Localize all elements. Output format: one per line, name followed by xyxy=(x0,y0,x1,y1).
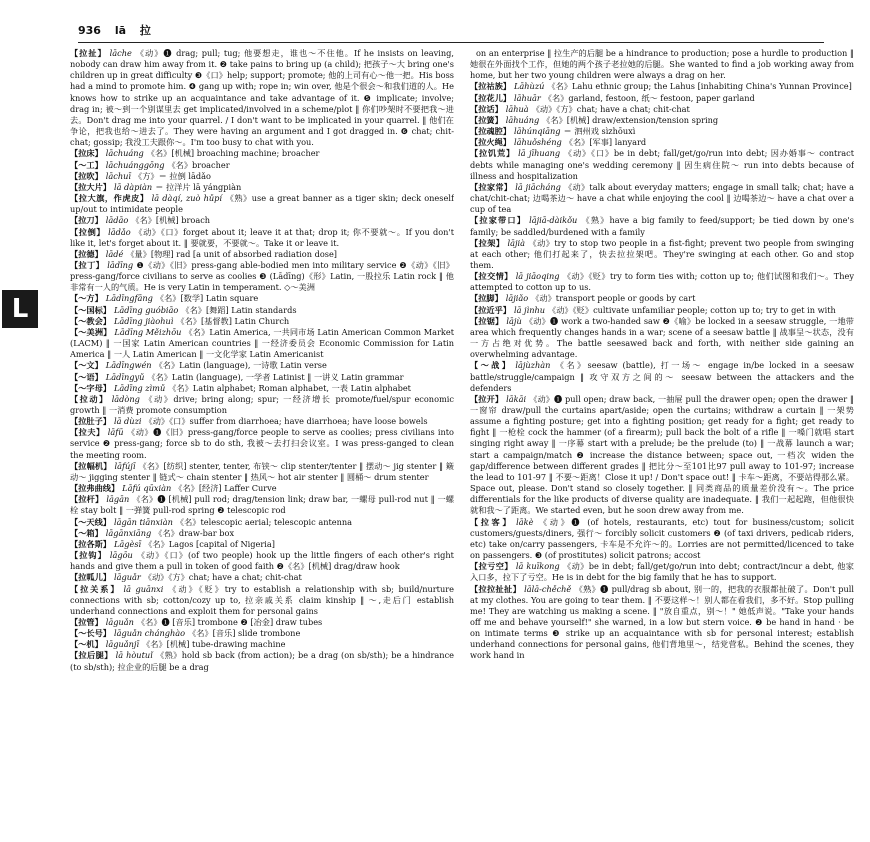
entry-pinyin: lā jīhuang xyxy=(518,148,561,159)
dictionary-entry xyxy=(470,360,854,393)
entry-definition: 《动》❶《旧》press-gang/force people to serve as coolies; press civilians into service ❷ press-gang; force sb to do sth, 我被～去打扫会议室。I was press-ganged to clean the meeting room. xyxy=(70,427,454,460)
entry-definition: 《动》《方》chat; have a chat; chit-chat xyxy=(143,572,302,583)
entry-headword: 【拉脚】 xyxy=(470,293,503,304)
dictionary-entry xyxy=(470,215,854,237)
entry-pinyin: Lādīng zìmǔ xyxy=(113,382,166,393)
entry-pinyin: lāfū xyxy=(107,427,124,438)
entry-pinyin: lājù xyxy=(506,315,522,326)
dictionary-entry xyxy=(70,483,454,494)
dictionary-entry xyxy=(470,238,854,271)
dictionary-entry xyxy=(470,48,854,81)
entry-definition: 《名》Latin (language), 一诗歌 Latin verse xyxy=(154,360,327,371)
entry-pinyin: lāchuánggōng xyxy=(105,159,165,170)
entry-pinyin: lāhúnqiāng xyxy=(513,126,561,137)
entry-definition: 《熟》have a big family to feed/support; be tied down by one's family; be saddled/burdened with a family xyxy=(470,215,854,237)
dictionary-entry xyxy=(70,316,454,327)
entry-definition: 《名》[数学] Latin square xyxy=(155,293,259,304)
entry-definition: 《动》try to stop two people in a fist-fight; prevent two people from swinging at each other; 他们打起来了，快去拉拉架吧。They're swinging at each other. Go and stop them. xyxy=(470,237,854,270)
dictionary-entry xyxy=(70,416,454,427)
dictionary-entry xyxy=(70,360,454,371)
dictionary-entry xyxy=(470,517,854,562)
entry-headword: 【～战】 xyxy=(470,360,513,371)
entry-definition: 《名》[基督教] Latin Church xyxy=(176,315,290,326)
entry-headword: 【拉祜族】 xyxy=(470,81,511,92)
entry-definition: 《动》❶ (of hotels, restaurants, etc) tout for business/custom; solicit customers/guests/diners, 强行～ forcibly solicit customers ❷ (of taxi drivers, pedicab riders, etc) take on/carry passengers, 卡车是不允许～的。Lorries are not permitted/licenced to take on passengers. ❸ (of prostitutes) solicit patrons; accost xyxy=(470,516,854,561)
entry-pinyin: lāhuǒshéng xyxy=(513,137,562,148)
entry-headword: 【拉吹】 xyxy=(70,170,103,181)
dictionary-entry xyxy=(70,148,454,159)
entry-definition: 《动》《贬》try to form ties with; cotton up to; 他们试图和我们～。They attempted to cotton up to us. xyxy=(470,271,854,293)
dictionary-entry xyxy=(70,539,454,550)
entry-definition: 《名》garland, festoon, 纸～ festoon, paper garland xyxy=(543,92,755,103)
entry-pinyin: lājùzhàn xyxy=(515,360,551,371)
entry-definition: 《名》telescopic aerial; telescopic antenna xyxy=(175,516,353,527)
entry-headword: 【拉近乎】 xyxy=(470,304,511,315)
entry-pinyin: lālā-chěchě xyxy=(524,583,572,594)
entry-headword: 【拉丁】 xyxy=(70,259,105,270)
entry-definition: 《名》Latin alphabet; Roman alphabet, 一表 Latin alphabet xyxy=(168,382,411,393)
dictionary-entry xyxy=(70,639,454,650)
guide-pinyin: lā xyxy=(114,24,127,37)
entry-definition: 《量》[物理] rad [a unit of absorbed radiation dose] xyxy=(126,248,337,259)
dictionary-entry xyxy=(470,394,854,517)
entry-pinyin: Lāgèsī xyxy=(113,538,142,549)
entry-headword: 【拉大片】 xyxy=(70,181,111,192)
dictionary-entry xyxy=(70,572,454,583)
entry-headword: 【拉肚子】 xyxy=(70,416,111,427)
entry-pinyin: lādāo xyxy=(105,215,129,226)
page-number: 936 xyxy=(78,24,101,37)
thumb-index-tab: L xyxy=(2,290,38,328)
entry-definition: 《动》transport people or goods by cart xyxy=(531,293,696,304)
entry-definition: ＝ 拉洋片 lā yángpiàn xyxy=(155,181,242,192)
entry-definition: 《名》seesaw (battle), 打一场～ engage in/be locked in a seesaw battle/struggle/campaign ‖ 攻守双方之间的～ seesaw between the attackers and the defenders xyxy=(470,360,854,393)
dictionary-entry xyxy=(470,81,854,92)
entry-headword: 【拉架】 xyxy=(470,237,505,248)
entry-definition: ❶《动》《旧》press-gang able-bodied men into military service ❷《动》《旧》press-gang/force civilians to serve as coolies ❸ (Lādīng)《形》Latin, 一股拉乐 Latin rock ‖ 他非常有一人的气质。He is very Latin in temperament. ◇～美洲 xyxy=(70,259,454,293)
entry-pinyin: lāgān tiānxiàn xyxy=(113,516,173,527)
dictionary-entry xyxy=(470,584,854,662)
entry-pinyin: lā jiāoqing xyxy=(515,271,560,282)
entry-headword: 【拉大旗，作虎皮】 xyxy=(70,193,149,204)
entry-headword: 【拉开】 xyxy=(470,393,504,404)
entry-headword: 【拉德】 xyxy=(70,248,103,259)
entry-definition: 《名》Latin (language), 一学者 Latinist ‖ 一讲义 Latin grammar xyxy=(147,371,404,382)
dictionary-entry xyxy=(70,48,454,148)
entry-headword: 【拉交情】 xyxy=(470,271,513,282)
entry-headword: 【拉家带口】 xyxy=(470,215,527,226)
entry-headword: 【拉夫】 xyxy=(70,427,105,438)
entry-definition: 《动》drive; bring along; spur; 一经济增长 promote/fuel/spur economic growth ‖ 一消费 promote consumption xyxy=(70,393,454,415)
entry-definition: 《名》draw-bar box xyxy=(154,527,235,538)
dictionary-entry xyxy=(70,494,454,516)
entry-definition: 《动》《方》chat; have a chat; chit-chat xyxy=(531,103,690,114)
entry-pinyin: Lādīng guóbiāo xyxy=(113,304,179,315)
dictionary-entry xyxy=(70,427,454,460)
entry-headword: 【拉簧】 xyxy=(470,114,503,125)
entry-pinyin: Lādīngyǔ xyxy=(105,371,145,382)
entry-headword: 【拉锯】 xyxy=(470,315,504,326)
entry-headword: 【～字母】 xyxy=(70,382,111,393)
entry-definition: 《名》[机械] broach xyxy=(131,215,211,226)
dictionary-entry xyxy=(70,528,454,539)
entry-definition: 《名》[军事] lanyard xyxy=(564,137,647,148)
entry-headword: 【拉幅机】 xyxy=(70,460,112,471)
entry-pinyin: Lādīng jiàohuì xyxy=(113,315,174,326)
entry-headword: 【拉魂腔】 xyxy=(470,126,511,137)
entry-definition: on an enterprise ‖ 拉生产的后腿 be a hindrance to production; pose a hurdle to production ‖ 她很在外面找个工作，但她的两个孩子老拉她的后腿。She wanted to find a job working away from home, but her two young children were always a drag on her. xyxy=(470,48,854,81)
entry-pinyin: Lāfú qūxiàn xyxy=(122,483,172,494)
dictionary-entry xyxy=(70,171,454,182)
dictionary-entry xyxy=(70,383,454,394)
entry-headword: 【拉后腿】 xyxy=(70,650,113,661)
entry-pinyin: lāguǎn chánghào xyxy=(113,628,186,639)
entry-definition: 《名》[机械] broaching machine; broacher xyxy=(146,148,320,159)
dictionary-entry xyxy=(470,305,854,316)
entry-definition: 《名》Lagos [capital of Nigeria] xyxy=(144,538,275,549)
entry-headword: 【拉刀】 xyxy=(70,215,103,226)
entry-headword: 【～国标】 xyxy=(70,304,111,315)
entry-headword: 【拉钩】 xyxy=(70,550,107,561)
entry-headword: 【拉扯】 xyxy=(70,48,107,58)
entry-headword: 【拉客】 xyxy=(470,516,514,527)
entry-pinyin: lā jiācháng xyxy=(515,181,561,192)
entry-definition: 《熟》❶ pull/drag sb about, 别一的，把我的衣服都扯破了。Don't pull at my clothes. You are going to tear them. ‖ 不要这样～！别人都在看我们，多不好。Stop pulling me! They are watching us making a scene. ‖ "放自重点，别～！" 她低声说。"Take your hands off me and behave yourself!" she warned, in a low but stern voice. ❷ be hand in hand · be on intimate terms ❸ strike up an acquaintance with sb for personal interest; establish underhand connections for personal gains, 他们背地里～，结党营私。Behind the scenes, they work hand in xyxy=(470,583,854,661)
dictionary-entry xyxy=(470,271,854,293)
entry-headword: 【拉倒】 xyxy=(70,226,106,237)
entry-headword: 【拉关系】 xyxy=(70,583,121,594)
entry-definition: 《方》＝ 拉倒 lādǎo xyxy=(134,170,211,181)
dictionary-entry xyxy=(470,316,854,361)
entry-headword: 【拉各斯】 xyxy=(70,538,111,549)
dictionary-entry xyxy=(470,137,854,148)
entry-definition: 《动》《口》forget about it; leave it at that; drop it; 你不要就～。If you don't like it, let's forget about it. ‖ 要就要，不要就～。Take it or leave it. xyxy=(70,226,454,248)
entry-definition: 《熟》use a great banner as a tiger skin; deck oneself up/out to intimidate people xyxy=(70,193,454,215)
entry-headword: 【拉家常】 xyxy=(470,181,513,192)
entry-definition: 《名》[舞蹈] Latin standards xyxy=(181,304,297,315)
dictionary-entry xyxy=(470,115,854,126)
entry-pinyin: lādīng xyxy=(107,259,134,270)
entry-pinyin: lāhuà xyxy=(505,103,529,114)
entry-pinyin: lāguǎn xyxy=(105,616,134,627)
dictionary-entry xyxy=(70,517,454,528)
dictionary-entry xyxy=(470,182,854,215)
entry-headword: 【～长号】 xyxy=(70,628,111,639)
entry-pinyin: lāhuār xyxy=(513,92,541,103)
entry-definition: 《名》❶ [音乐] trombone ❷ [冶金] draw tubes xyxy=(136,616,323,627)
entry-headword: 【拉呱儿】 xyxy=(70,572,111,583)
entry-definition: 《动》❶ pull open; draw back, 一抽屉 pull the drawer open; open the drawer ‖ 一窗帘 draw/pull the curtains apart/aside; open the curtains; withdraw a curtain ‖ 一架势 assume a fighting posture; get into a fighting position; get ready for a fight; get ready to fight ‖ 一枪栓 cock the hammer (of a firearm); pull back the bolt of a rifle ‖ 一嗓门就唱 start singing right away ‖ 一序幕 start with a prelude; be the prelude (to) ‖ 一战幕 launch a war; start a campaign/match ❷ increase the distance between; space out, 一档次 widen the gap/difference between different grades ‖ 把比分～至101比97 pull away to 101-97; increase the lead to 101-97 ‖ 不要～距离！Close it up! / Don't space out! ‖ 卡车～距离，不要站得那么紧。Space out, please. Don't stand so closely together. ‖ 同类商品的质量差价没有～。The price differentials for the like products of diverse quality are inadequate. ‖ 我们一起起跑，但他很快就和我～了距离。We started even, but he soon drew away from me. xyxy=(470,393,854,516)
dictionary-entry xyxy=(70,617,454,628)
entry-headword: 【拉亏空】 xyxy=(470,561,513,572)
entry-definition: 《动》《口》(of two people) hook up the little fingers of each other's right hands and give them a pull in token of good faith ❷《名》[机械] drag/draw hook xyxy=(70,550,454,572)
entry-pinyin: lādòng xyxy=(111,393,140,404)
entry-definition: 《动》《口》be in debt; fall/get/go/run into debt; 因办婚事～ contract debts while managing one's wedding ceremony ‖ 因生病住院～ run into debts because of illness and hospitalization xyxy=(470,148,854,181)
page-header xyxy=(78,22,824,43)
entry-pinyin: Lādīng Měizhōu xyxy=(114,326,182,337)
entry-definition: 《动》《口》suffer from diarrhoea; have diarrhoea; have loose bowels xyxy=(144,416,428,427)
entry-headword: 【拉杆】 xyxy=(70,494,104,505)
entry-pinyin: lāfújī xyxy=(114,460,136,471)
entry-headword: 【拉动】 xyxy=(70,393,109,404)
entry-pinyin: lāche xyxy=(109,48,132,58)
dictionary-entry xyxy=(70,260,454,293)
dictionary-entry xyxy=(70,650,454,672)
entry-headword: 【拉床】 xyxy=(70,148,103,159)
dictionary-entry xyxy=(70,372,454,383)
dictionary-entry xyxy=(70,182,454,193)
dictionary-entry xyxy=(70,227,454,249)
dictionary-entry xyxy=(70,215,454,226)
entry-definition: ＝ 泗州戏 sìzhōuxì xyxy=(563,126,636,137)
dictionary-entry xyxy=(70,193,454,215)
entry-definition: 《动》talk about everyday matters; engage in small talk; chat; have a chat/chit-chat; 边喝茶边～ have a chat while enjoying the cool ‖ 边喝茶边～ have a chat over a cup of tea xyxy=(470,181,854,215)
entry-pinyin: lāgānxiāng xyxy=(105,527,152,538)
dictionary-entry xyxy=(470,93,854,104)
entry-pinyin: lākāi xyxy=(506,393,527,404)
entry-pinyin: Lādīngfāng xyxy=(105,293,153,304)
dictionary-entry xyxy=(70,327,454,360)
dictionary-entry xyxy=(70,394,454,416)
dictionary-entry xyxy=(70,584,454,617)
entry-pinyin: lājiǎo xyxy=(505,293,529,304)
entry-pinyin: Lādīngwén xyxy=(105,360,152,371)
entry-headword: 【～语】 xyxy=(70,371,103,382)
dictionary-entry xyxy=(70,628,454,639)
entry-pinyin: lā dùzi xyxy=(113,416,142,427)
dictionary-entry xyxy=(470,293,854,304)
entry-pinyin: lāguǎr xyxy=(113,572,141,583)
entry-definition: 《名》Latin America, 一共同市场 Latin American Common Market (LACM) ‖ 一国家 Latin American countries ‖ 一经济委员会 Economic Commission for Latin America ‖ 一人 Latin American ‖ 一文化学家 Latin Americanist xyxy=(70,326,454,360)
guide-character: 拉 xyxy=(139,24,151,37)
entry-headword: 【拉弗曲线】 xyxy=(70,483,120,494)
entry-headword: 【～机】 xyxy=(70,639,103,650)
entry-pinyin: lāchuáng xyxy=(105,148,144,159)
entry-headword: 【拉花儿】 xyxy=(470,92,511,103)
right-column xyxy=(470,48,854,840)
dictionary-entry xyxy=(70,160,454,171)
entry-pinyin: lādǎo xyxy=(108,226,131,237)
entry-pinyin: lā kuīkong xyxy=(515,561,560,572)
entry-pinyin: lājiā-dàikǒu xyxy=(529,215,578,226)
entry-pinyin: lāgōu xyxy=(109,550,133,561)
entry-pinyin: lāhuáng xyxy=(505,114,540,125)
entry-definition: 《熟》hold sb back (from action); be a drag (on sb/sth); be a hindrance (to sb/sth); 拉企业的后腿 be a drag xyxy=(70,650,454,672)
left-column xyxy=(70,48,454,840)
entry-pinyin: lā dàpiàn xyxy=(113,181,153,192)
entry-headword: 【～方】 xyxy=(70,293,103,304)
entry-definition: 《动》❶ drag; pull; tug; 他要想走，谁也～不住他。If he insists on leaving, nobody can draw him away from it. ❷ take pains to bring up (a child); 把孩子～大 bring one's children up in great difficulty ❸《口》help; support; promote; 他的上司有心～他一把。His boss had a mind to promote him. ❹ gang up with; rope in; win over, 他是个很会～和我们道的人。He knows how to strike up an acquaintance and take advantage of it. ❺ implicate; involve; drag in; 被～到一个别谋里去 get implicated/involved in a scheme/plot ‖ 你们吵架时不要把我～进去。Don't drag me into your quarrel. / I don't want to be implicated in your quarrel. ‖ 他们在争论，把我也给～进去了。They were having an argument and I got dragged in. ❻ chat; chit-chat; gossip; 我没工夫跟你～。I'm too busy to chat with you. xyxy=(70,48,454,148)
entry-pinyin: lāguǎnjī xyxy=(105,639,140,650)
dictionary-entry xyxy=(470,126,854,137)
entry-headword: 【～天线】 xyxy=(70,516,111,527)
entry-pinyin: lādé xyxy=(105,248,124,259)
entry-pinyin: lāchuī xyxy=(105,170,132,181)
entry-definition: 《动》《贬》try to establish a relationship with sb; build/nurture connections with sb; cotton/cozy up to, 拉亲戚关系 claim kinship ‖ ～,走后门 establish underhand connections and exploit them for personal gains xyxy=(70,583,454,616)
entry-definition: 《动》❶ work a two-handed saw ❷《喻》be locked in a seesaw struggle, 一地带 area which frequently changes hands in a war; scene of a seesaw battle ‖ 战事呈～状态，没有一方占绝对优势。The battle seesawed back and forth, with neither side gaining an overwhelming advantage. xyxy=(470,315,854,360)
dictionary-entry xyxy=(70,461,454,483)
dictionary-entry xyxy=(470,104,854,115)
entry-headword: 【～教会】 xyxy=(70,315,111,326)
entry-pinyin: Lāhùzú xyxy=(513,81,545,92)
entry-headword: 【拉饥荒】 xyxy=(470,148,516,159)
entry-pinyin: lāgān xyxy=(106,494,130,505)
entry-headword: 【～文】 xyxy=(70,360,103,371)
entry-headword: 【～箱】 xyxy=(70,527,103,538)
entry-pinyin: lājià xyxy=(507,237,526,248)
entry-definition: 《动》《贬》cultivate unfamiliar people; cotton up to; try to get in with xyxy=(548,304,836,315)
entry-headword: 【拉管】 xyxy=(70,616,103,627)
entry-pinyin: lā jìnhu xyxy=(513,304,546,315)
entry-headword: 【拉火绳】 xyxy=(470,137,511,148)
entry-pinyin: lā guānxi xyxy=(123,583,164,594)
dictionary-entry xyxy=(70,550,454,572)
entry-definition: 《名》Lahu ethnic group; the Lahus [inhabiting China's Yunnan Province] xyxy=(547,81,852,92)
dictionary-entry xyxy=(70,293,454,304)
dictionary-entry xyxy=(70,249,454,260)
entry-definition: 《名》[纺织] stenter, tenter, 布铗～ clip stenter/tenter ‖ 摆动～ jig stenter ‖ 簸动～ jigging stenter ‖ 链式～ chain stenter ‖ 热风～ hot air stenter ‖ 圆桶～ drum stenter xyxy=(70,460,454,482)
entry-headword: 【拉话】 xyxy=(470,103,503,114)
entry-definition: 《名》[机械] draw/extension/tension spring xyxy=(542,114,719,125)
entry-definition: 《名》[经济] Laffer Curve xyxy=(174,483,277,494)
dictionary-entry xyxy=(70,305,454,316)
dictionary-entry xyxy=(470,561,854,583)
entry-definition: 《动》be in debt; fall/get/go/run into debt; contract/incur a debt, 他家入口多，拉下了亏空。He is in debt for the big family that he has to support. xyxy=(470,561,854,583)
entry-pinyin: lākè xyxy=(516,516,534,527)
entry-definition: 《名》broacher xyxy=(167,159,230,170)
dictionary-entry xyxy=(470,148,854,181)
entry-definition: 《名》[音乐] slide trombone xyxy=(188,628,301,639)
entry-headword: 【～美洲】 xyxy=(70,326,112,337)
entry-headword: 【～工】 xyxy=(70,159,103,170)
entry-pinyin: lā hòutuǐ xyxy=(115,650,153,661)
entry-definition: 《名》❶ [机械] pull rod; drag/tension link; draw bar, 一螺母 pull-rod nut ‖ 一螺栓 stay bolt ‖ 一弹簧 pull-rod spring ❷ telescopic rod xyxy=(70,494,454,516)
entry-definition: 《名》[机械] tube-drawing machine xyxy=(142,639,286,650)
entry-headword: 【拉拉扯扯】 xyxy=(470,583,522,594)
entry-pinyin: lā dàqí, zuò hǔpí xyxy=(151,193,223,204)
